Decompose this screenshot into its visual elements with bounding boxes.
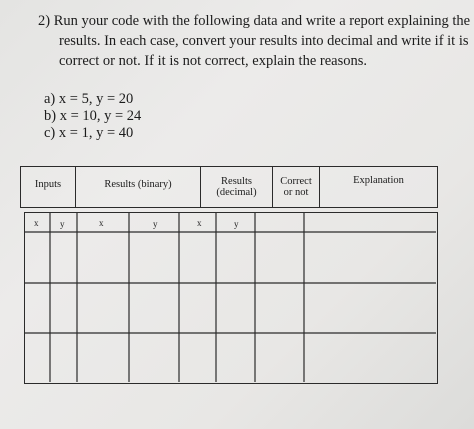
report-grid-table: [24, 212, 438, 384]
header-results-binary: Results (binary): [76, 167, 201, 207]
report-header-table: [20, 166, 438, 208]
question-text: [38, 11, 471, 71]
case-c: c) x = 1, y = 40: [44, 125, 134, 141]
case-list: [44, 91, 141, 142]
header-correct: Correct or not: [273, 167, 320, 207]
sub-header-decimal-y: y: [234, 219, 239, 229]
header-results-decimal: Results (decimal): [201, 167, 273, 207]
case-a: a) x = 5, y = 20: [44, 91, 134, 107]
sub-header-binary-y: y: [153, 219, 158, 229]
question-line-3: correct or not. If it is not correct, explain the reasons.: [59, 53, 368, 69]
sub-header-inputs-y: y: [60, 219, 65, 229]
sub-header-decimal-x: x: [197, 218, 202, 228]
header-inputs: Inputs: [21, 167, 76, 207]
sub-header-inputs-x: x: [34, 218, 39, 228]
case-b: b) x = 10, y = 24: [44, 108, 142, 124]
sub-header-binary-x: x: [99, 218, 104, 228]
question-line-2: results. In each case, convert your results into decimal and write if it is: [59, 33, 469, 49]
header-explanation: Explanation: [353, 175, 404, 186]
question-line-1: 2) Run your code with the following data and write a report explaining the: [38, 13, 471, 29]
grid-lines: [25, 213, 436, 382]
question-number: 2): [38, 13, 51, 29]
